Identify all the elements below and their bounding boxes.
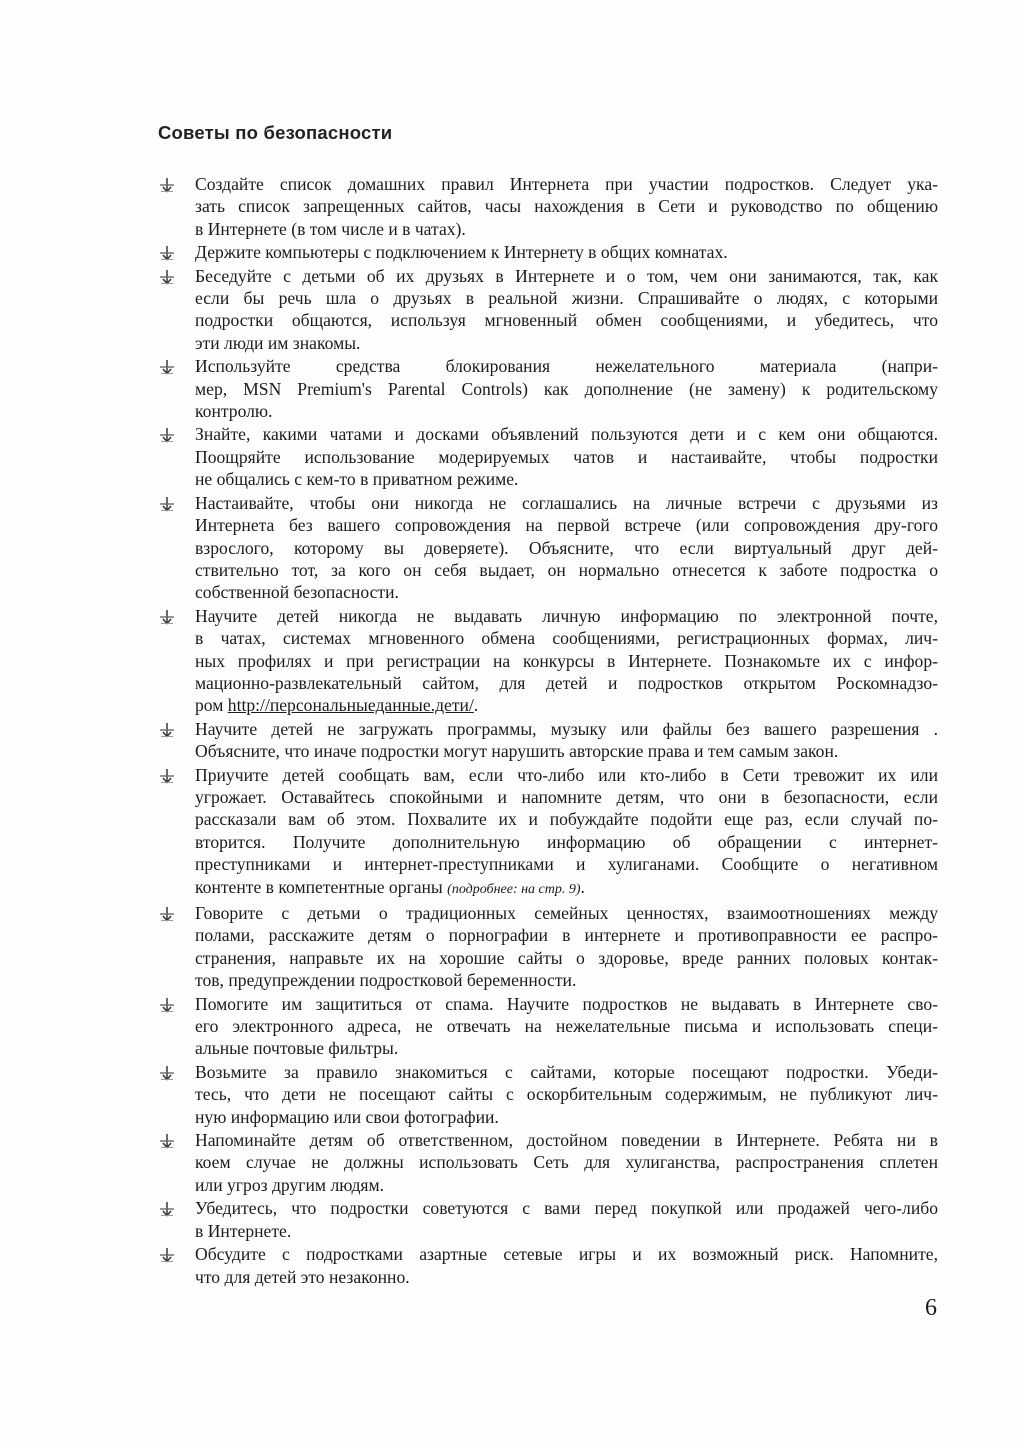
tip-text-line: Научите детей не загружать программы, музыку или файлы без вашего разрешения . <box>195 718 938 739</box>
tip-text-line: Интернета без вашего сопровождения на первой встрече (или сопровождения дру-гого <box>195 515 938 536</box>
safety-tip-item <box>158 241 938 263</box>
tip-text-line: рассказали вам об этом. Похвалите их и побуждайте подойти еще раз, если случай по- <box>195 809 938 830</box>
tip-text-line: Беседуйте с детьми об их друзьях в Интернете и о том, чем они занимаются, так, как <box>195 265 938 286</box>
safety-tips-list <box>158 173 938 1289</box>
page-reference-note: (подробнее: на стр. 9) <box>447 881 581 897</box>
safety-tip-item <box>158 605 938 717</box>
tip-text-line: Приучите детей сообщать вам, если что-либо или кто-либо в Сети тревожит их или <box>195 764 938 785</box>
down-arrow-bullet-icon <box>158 427 176 443</box>
down-arrow-bullet-icon <box>158 722 176 738</box>
down-arrow-bullet-icon <box>158 609 176 625</box>
tip-text-line: тесь, что дети не посещают сайты с оскорбительным содержимым, не публикуют лич- <box>195 1084 938 1105</box>
tip-text-line: Напоминайте детям об ответственном, достойном поведении в Интернете. Ребята ни в <box>195 1130 938 1151</box>
down-arrow-bullet-icon <box>158 269 176 285</box>
down-arrow-bullet-icon <box>158 1065 176 1081</box>
personal-data-site-link[interactable]: http://персональныеданные.дети/ <box>227 695 474 716</box>
tip-text-line: в Интернете. <box>195 1220 292 1241</box>
down-arrow-bullet-icon <box>158 245 176 261</box>
tip-text-line: в чатах, системах мгновенного обмена сообщениями, регистрационных формах, лич- <box>195 628 938 649</box>
tip-text-line: ных профилях и при регистрации на конкурсы в Интернете. Познакомьте их с инфор- <box>195 650 938 671</box>
tip-text-line: что для детей это незаконно. <box>195 1266 410 1287</box>
tip-text-line <box>195 876 938 901</box>
tip-text-line: Создайте список домашних правил Интернета при участии подростков. Следует ука- <box>195 174 938 194</box>
tip-text-line: Говорите с детьми о традиционных семейных ценностях, взаимоотношениях между <box>195 903 938 923</box>
tip-text-line: вторится. Получите дополнительную информацию об обращении с интернет- <box>195 831 938 852</box>
tip-text-line <box>195 694 938 716</box>
safety-tip-item <box>158 902 938 992</box>
down-arrow-bullet-icon <box>158 1201 176 1217</box>
tip-text-line: мер, MSN Premium's Parental Controls) как дополнение (не замену) к родительскому <box>195 378 938 399</box>
tip-text-line: собственной безопасности. <box>195 582 399 603</box>
tip-text-line: Научите детей никогда не выдавать личную информацию по электронной почте, <box>195 605 938 626</box>
tip-text-fragment: . <box>473 695 479 716</box>
tip-text-line: Настаивайте, чтобы они никогда не соглашались на личные встречи с друзьями из <box>195 492 938 513</box>
tip-text-line: зать список запрещенных сайтов, часы нахождения в Сети и руководство по общению <box>195 196 938 217</box>
safety-tip-item <box>158 1129 938 1196</box>
tip-text-line: или угроз другим людям. <box>195 1174 385 1195</box>
tip-text-line: альные почтовые фильтры. <box>195 1038 399 1059</box>
safety-tip-item <box>158 1197 938 1242</box>
tip-text-line: контролю. <box>195 401 273 422</box>
tip-text-line: в Интернете (в том числе и в чатах). <box>195 218 466 239</box>
tip-text-fragment: контенте в компетентные органы <box>195 876 448 897</box>
tip-text-line: Объясните, что иначе подростки могут нарушить авторские права и тем самым закон. <box>195 741 839 762</box>
down-arrow-bullet-icon <box>158 177 176 193</box>
tip-text-line: Используйте средства блокирования нежелательного материала (напри- <box>195 356 938 377</box>
tip-text-line: не общались с кем-то в приватном режиме. <box>195 469 519 490</box>
tip-text-line: если бы речь шла о друзьях в реальной жизни. Спрашивайте о людях, с которыми <box>195 288 938 309</box>
tip-text-line: ствительно тот, за кого он себя выдает, он нормально отнесется к заботе подростка о <box>195 559 938 580</box>
down-arrow-bullet-icon <box>158 1133 176 1149</box>
safety-tip-item <box>158 718 938 763</box>
safety-tip-item <box>158 173 938 240</box>
tip-text-line: полами, расскажите детям о порнографии в интернете и противоправности ее распро- <box>195 925 938 946</box>
down-arrow-bullet-icon <box>158 496 176 512</box>
tip-text-line: странения, направьте их на хорошие сайты о здоровье, вреде ранних половых контак- <box>195 947 938 968</box>
tip-text-line: Помогите им защититься от спама. Научите подростков не выдавать в Интернете сво- <box>195 993 938 1014</box>
safety-tip-item <box>158 993 938 1060</box>
safety-tip-item <box>158 265 938 355</box>
tip-text-line: эти люди им знакомы. <box>195 332 361 353</box>
safety-tip-item <box>158 423 938 490</box>
tip-text-line: Возьмите за правило знакомиться с сайтами, которые посещают подростки. Убеди- <box>195 1061 938 1082</box>
safety-tip-item <box>158 1061 938 1128</box>
tip-text-line: его электронного адреса, не отвечать на нежелательные письма и использовать специ- <box>195 1016 938 1037</box>
tip-text-line: Убедитесь, что подростки советуются с вами перед покупкой или продажей чего-либо <box>195 1198 938 1219</box>
down-arrow-bullet-icon <box>158 906 176 922</box>
tip-text-line: коем случае не должны использовать Сеть для хулиганства, распространения сплетен <box>195 1152 938 1173</box>
down-arrow-bullet-icon <box>158 359 176 375</box>
tip-text-line: Держите компьютеры с подключением к Интернету в общих комнатах. <box>195 242 728 263</box>
tip-text-fragment: ром <box>195 695 228 716</box>
tip-text-line: подростки общаются, используя мгновенный обмен сообщениями, и убедитесь, что <box>195 310 938 331</box>
down-arrow-bullet-icon <box>158 768 176 784</box>
down-arrow-bullet-icon <box>158 1247 176 1263</box>
page-title: Советы по безопасности <box>158 122 393 143</box>
safety-tip-item <box>158 492 938 604</box>
tip-text-line: угрожает. Оставайтесь спокойными и напомните детям, что они в безопасности, если <box>195 786 938 807</box>
safety-tip-item <box>158 1243 938 1288</box>
tip-text-line: взрослого, которому вы доверяете). Объясните, что если виртуальный друг дей- <box>195 537 938 558</box>
tip-text-fragment: . <box>580 876 585 897</box>
safety-tip-item <box>158 355 938 422</box>
tip-text-line: ную информацию или свои фотографии. <box>195 1106 499 1127</box>
tip-text-line: Поощряйте использование модерируемых чатов и настаивайте, чтобы подростки <box>195 446 938 467</box>
tip-text-line: тов, предупреждении подростковой беременности. <box>195 970 577 991</box>
down-arrow-bullet-icon <box>158 997 176 1013</box>
tip-text-line: преступниками и интернет-преступниками и хулиганами. Сообщите о негативном <box>195 854 938 875</box>
tip-text-line: мационно-развлекательный сайтом, для детей и подростков открытом Роскомнадзо- <box>195 672 938 693</box>
tip-text-line: Знайте, какими чатами и досками объявлений пользуются дети и с кем они общаются. <box>195 424 938 445</box>
page-number: 6 <box>925 1295 937 1321</box>
tip-text-line: Обсудите с подростками азартные сетевые игры и их возможный риск. Напомните, <box>195 1244 938 1265</box>
safety-tip-item <box>158 764 938 901</box>
